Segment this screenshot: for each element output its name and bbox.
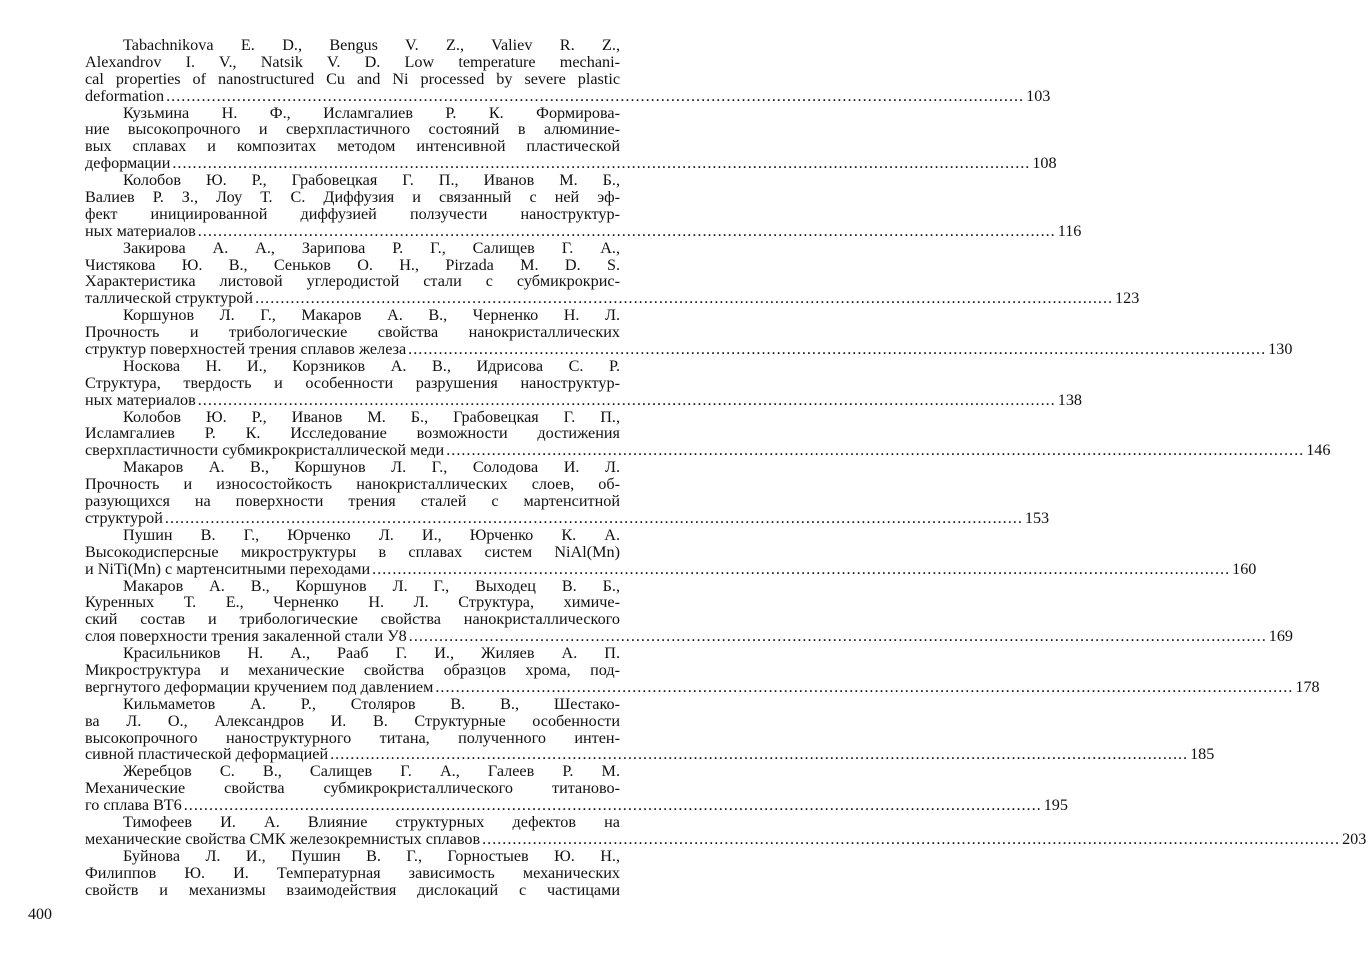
dot-leader — [172, 155, 1030, 172]
entry-title-line — [85, 627, 1294, 646]
entry-title-line — [85, 154, 1057, 173]
entry-page-number: 138 — [1057, 390, 1082, 409]
entry-page-number: 130 — [1268, 340, 1293, 359]
entry-title-line — [85, 829, 1366, 848]
toc-entry — [85, 576, 1294, 646]
entry-title-line — [85, 273, 620, 290]
dot-leader — [330, 746, 1188, 763]
entry-page-number: 185 — [1190, 745, 1215, 764]
entry-page-number: 123 — [1115, 289, 1140, 308]
dot-leader — [198, 392, 1056, 409]
entry-title-line — [85, 221, 1082, 240]
entry-title-line — [85, 796, 1068, 815]
entry-title-line — [85, 882, 620, 899]
entry-line-text: Исламгалиев Р. К. Исследование возможности достижения — [85, 424, 620, 443]
entry-line-text: Буйнова Л. И., Пушин В. Г., Горностыев Ю. Н., — [123, 846, 620, 865]
entry-page-number: 116 — [1057, 221, 1082, 240]
entry-title-line — [85, 745, 1215, 764]
toc-entry — [85, 525, 1257, 578]
dot-leader — [408, 341, 1266, 358]
entry-line-text: Кузьмина Н. Ф., Исламгалиев Р. К. Формирова- — [123, 103, 620, 122]
entry-line-text: Alexandrov I. V., Natsik V. D. Low temperature mechani- — [85, 52, 620, 71]
entry-title-line — [85, 86, 1051, 105]
entry-title-line — [85, 476, 620, 493]
entry-line-text: ных материалов — [85, 221, 196, 240]
entry-line-text: механические свойства СМК железокремнистых сплавов — [85, 829, 481, 848]
entry-title-line — [85, 257, 620, 274]
entry-line-text: Закирова А. А., Зарипова Р. Г., Салищев Г. А., — [123, 238, 620, 257]
entry-title-line — [85, 375, 620, 392]
entry-line-text: слоя поверхности трения закаленной стали У8 — [85, 627, 407, 646]
entry-page-number: 203 — [1342, 829, 1366, 848]
entry-title-line — [85, 71, 620, 88]
entry-line-text: Tabachnikova E. D., Bengus V. Z., Valiev R. Z., — [123, 36, 620, 54]
toc-entry — [85, 238, 1140, 308]
entry-title-line — [85, 559, 1257, 578]
entry-line-text: высокопрочного наноструктурного титана, полученного интен- — [85, 728, 620, 747]
dot-leader — [165, 510, 1023, 527]
entry-line-text: Носкова Н. И., Корзников А. В., Идрисова С. Р. — [123, 356, 620, 375]
entry-title-line — [85, 324, 620, 341]
toc-entry — [85, 306, 1293, 359]
entry-author-line — [85, 645, 620, 662]
toc-entry — [85, 694, 1215, 764]
entry-line-text: Прочность и износостойкость нанокристаллических слоев, об- — [85, 475, 620, 494]
entry-line-text: Макаров А. В., Коршунов Л. Г., Выходец В. Б., — [123, 576, 620, 595]
entry-line-text: Жеребцов С. В., Салищев Г. А., Галеев Р. М. — [123, 762, 620, 781]
dot-leader — [372, 561, 1230, 578]
entry-title-line — [85, 493, 620, 510]
entry-line-text: Валиев Р. З., Лоу Т. С. Диффузия и связанный с ней эф- — [85, 188, 620, 207]
entry-line-text: го сплава ВТ6 — [85, 796, 182, 815]
toc-entry — [85, 171, 1082, 240]
entry-line-text: Колобов Ю. Р., Грабовецкая Г. П., Иванов М. Б., — [123, 171, 620, 190]
entry-author-line — [85, 409, 620, 426]
entry-title-line — [85, 138, 620, 155]
entry-title-line — [85, 289, 1140, 308]
entry-line-text: Высокодисперсные микроструктуры в сплавах систем NiAl(Mn) — [85, 542, 620, 561]
page-number: 400 — [28, 906, 52, 923]
dot-leader — [184, 797, 1042, 814]
entry-line-text: фект инициированной диффузией ползучести наноструктур- — [85, 204, 620, 223]
entry-line-text: структурой — [85, 508, 163, 527]
entry-author-line — [85, 307, 620, 324]
entry-line-text: Механические свойства субмикрокристаллического титаново- — [85, 779, 620, 798]
entry-title-line — [85, 390, 1082, 409]
entry-title-line — [85, 189, 620, 206]
entry-line-text: Колобов Ю. Р., Иванов М. Б., Грабовецкая Г. П., — [123, 407, 620, 426]
entry-page-number: 178 — [1295, 677, 1320, 696]
entry-author-line — [85, 105, 620, 122]
entry-line-text: Чистякова Ю. В., Сеньков О. Н., Pirzada M. D. S. — [85, 255, 620, 274]
toc-entry — [85, 103, 1057, 173]
entry-title-line — [85, 441, 1331, 460]
entry-title-line — [85, 780, 620, 797]
toc-entry — [85, 458, 1050, 527]
dot-leader — [409, 628, 1267, 645]
entry-page-number: 146 — [1306, 441, 1331, 460]
dot-leader — [482, 831, 1340, 848]
entry-title-line — [85, 508, 1050, 527]
toc-entry — [85, 848, 620, 899]
entry-page-number: 160 — [1232, 559, 1257, 578]
entry-line-text: структур поверхностей трения сплавов железа — [85, 340, 407, 359]
dot-leader — [446, 442, 1304, 459]
entry-page-number: 108 — [1032, 154, 1057, 173]
entry-line-text: свойств и механизмы взаимодействия дислокаций с частицами — [85, 880, 620, 899]
entry-line-text: вых сплавах и композитах методом интенсивной пластической — [85, 137, 620, 156]
entry-line-text: вергнутого деформации кручением под давлением — [85, 677, 434, 696]
entry-line-text: деформации — [85, 154, 171, 173]
toc-entry — [85, 762, 1068, 815]
entry-title-line — [85, 730, 620, 747]
entry-author-line — [85, 172, 620, 189]
toc-entry — [85, 407, 1331, 460]
entry-author-line — [85, 240, 620, 257]
entry-line-text: Красильников Н. А., Рааб Г. И., Жиляев А. П. — [123, 644, 620, 663]
entry-title-line — [85, 865, 620, 882]
entry-line-text: Характеристика листовой углеродистой стали с субмикрокрис- — [85, 272, 620, 291]
entry-line-text: и NiTi(Mn) с мартенситными переходами — [85, 559, 371, 578]
entry-author-line — [85, 763, 620, 780]
entry-author-line — [85, 578, 620, 595]
entry-line-text: сивной пластической деформацией — [85, 745, 329, 764]
dot-leader — [435, 679, 1293, 696]
entry-line-text: Коршунов Л. Г., Макаров А. В., Черненко Н. Л. — [123, 306, 620, 325]
entry-title-line — [85, 662, 620, 679]
entry-line-text: ных материалов — [85, 390, 196, 409]
entry-line-text: разующихся на поверхности трения сталей с мартенситной — [85, 492, 620, 511]
entry-author-line — [85, 848, 620, 865]
entry-line-text: cal properties of nanostructured Cu and Ni processed by severe plastic — [85, 69, 620, 88]
entry-line-text: таллической структурой — [85, 289, 254, 308]
entry-page-number: 103 — [1026, 86, 1051, 105]
entry-line-text: Филиппов Ю. И. Температурная зависимость механических — [85, 863, 620, 882]
entry-line-text: ние высокопрочного и сверхпластичного состояний в алюминие- — [85, 120, 620, 139]
entry-line-text: Структура, твердость и особенности разрушения наноструктур- — [85, 373, 620, 392]
entry-line-text: ский состав и трибологические свойства нанокристаллического — [85, 610, 620, 629]
entry-line-text: Прочность и трибологические свойства нанокристаллических — [85, 323, 620, 342]
toc-entry — [85, 812, 1366, 848]
entry-author-line — [85, 814, 620, 831]
entry-line-text: Кильмаметов А. Р., Столяров В. В., Шестако- — [123, 694, 620, 713]
entry-author-line — [85, 459, 620, 476]
dot-leader — [255, 290, 1113, 307]
toc-entry — [85, 36, 1051, 105]
entry-title-line — [85, 677, 1320, 696]
entry-page-number: 169 — [1268, 627, 1294, 646]
entry-page-number: 153 — [1024, 508, 1050, 527]
entry-author-line — [85, 696, 620, 713]
entry-title-line — [85, 121, 620, 138]
toc-entry — [85, 644, 1320, 696]
entry-author-line — [85, 358, 620, 375]
entry-title-line — [85, 594, 620, 611]
entry-line-text: Микроструктура и механические свойства образцов хрома, под- — [85, 660, 620, 679]
dot-leader — [166, 88, 1024, 105]
entry-title-line — [85, 206, 620, 223]
dot-leader — [198, 223, 1056, 240]
entry-line-text: Тимофеев И. А. Влияние структурных дефектов на — [123, 812, 620, 831]
entry-author-line — [85, 527, 620, 544]
entry-title-line — [85, 425, 620, 442]
table-of-contents — [85, 36, 1366, 899]
entry-author-line — [85, 37, 620, 54]
entry-line-text: Пушин В. Г., Юрченко Л. И., Юрченко К. А. — [123, 525, 620, 544]
entry-line-text: deformation — [85, 86, 165, 105]
entry-title-line — [85, 340, 1293, 359]
toc-entry — [85, 356, 1082, 409]
entry-title-line — [85, 713, 620, 730]
entry-title-line — [85, 544, 620, 561]
entry-line-text: сверхпластичности субмикрокристаллической меди — [85, 441, 445, 460]
entry-title-line — [85, 611, 620, 628]
entry-title-line — [85, 54, 620, 71]
entry-line-text: Куренных Т. Е., Черненко Н. Л. Структура, химиче- — [85, 593, 620, 612]
entry-line-text: ва Л. О., Александров И. В. Структурные особенности — [85, 711, 620, 730]
entry-page-number: 195 — [1043, 796, 1068, 815]
entry-line-text: Макаров А. В., Коршунов Л. Г., Солодова И. Л. — [123, 458, 620, 477]
